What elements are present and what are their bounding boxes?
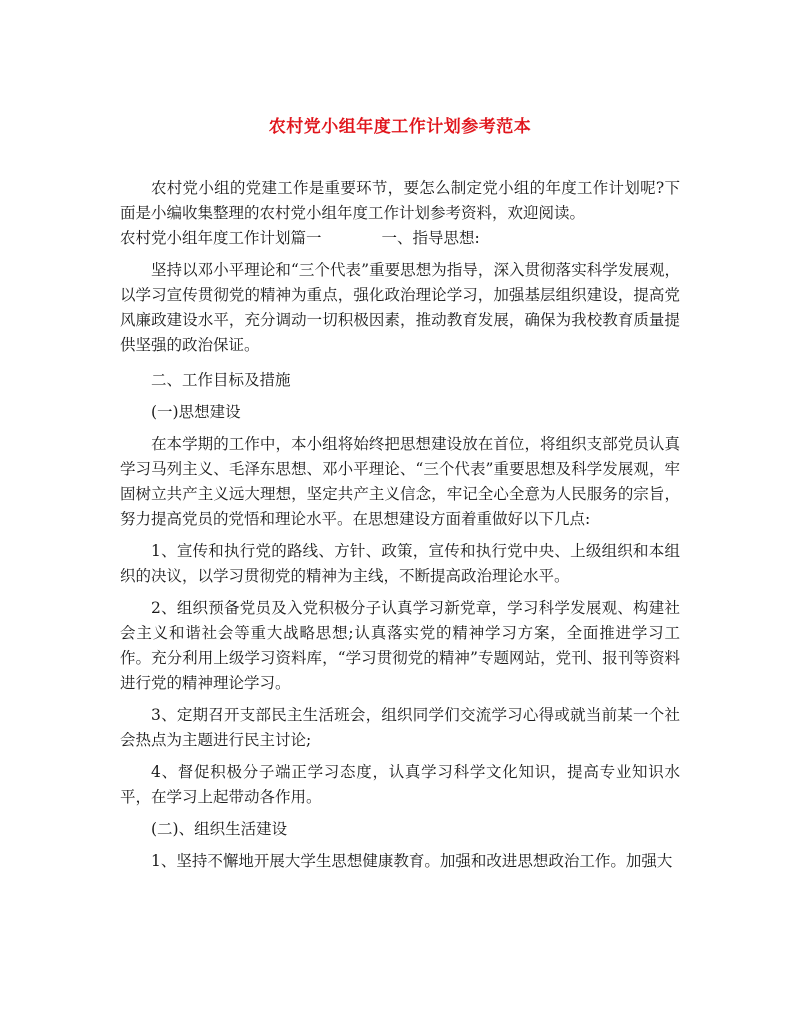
guiding-paragraph: 坚持以邓小平理论和“三个代表”重要思想为指导，深入贯彻落实科学发展观，以学习宣传贯彻党的精神为重点，强化政治理论学习，加强基层组织建设，提高党风廉政建设水平，充分调动一切积极因素，推动教育发展，确保为我校教育质量提供坚强的政治保证。 [120, 261, 680, 354]
plan-heading-line [120, 226, 680, 251]
intro-paragraph: 农村党小组的党建工作是重要环节，要怎么制定党小组的年度工作计划呢?下面是小编收集整理的农村党小组年度工作计划参考资料，欢迎阅读。 [120, 179, 680, 222]
section2-heading: 二、工作目标及措施 [151, 371, 291, 389]
list-item: 4、督促积极分子端正学习态度，认真学习科学文化知识，提高专业知识水平，在学习上起带动各作用。 [120, 763, 680, 806]
document-body [120, 176, 680, 874]
sub2-heading: (二)、组织生活建设 [151, 820, 288, 838]
document-title: 农村党小组年度工作计划参考范本 [268, 117, 532, 137]
sub1-paragraph: 在本学期的工作中，本小组将始终把思想建设放在首位，将组织支部党员认真学习马列主义、毛泽东思想、邓小平理论、“三个代表”重要思想及科学发展观，牢固树立共产主义远大理想，坚定共产主义信念，牢记全心全意为人民服务的宗旨，努力提高党员的党悟和理论水平。在思想建设方面着重做好以下几点: [120, 435, 680, 528]
plan-heading: 农村党小组年度工作计划篇一 [120, 229, 322, 247]
section1-heading: 一、指导思想: [381, 229, 480, 247]
sub2-item: 1、坚持不懈地开展大学生思想健康教育。加强和改进思想政治工作。加强大 [151, 852, 673, 870]
list-item: 2、组织预备党员及入党积极分子认真学习新党章，学习科学发展观、构建社会主义和谐社会等重大战略思想;认真落实党的精神学习方案，全面推进学习工作。充分利用上级学习资料库，“学习贯彻党的精神”专题网站，党刊、报刊等资料进行党的精神理论学习。 [120, 599, 680, 692]
list-item: 1、宣传和执行党的路线、方针、政策，宣传和执行党中央、上级组织和本组织的决议，以学习贯彻党的精神为主线，不断提高政治理论水平。 [120, 542, 680, 585]
list-item: 3、定期召开支部民主生活班会，组织同学们交流学习心得或就当前某一个社会热点为主题进行民主讨论; [120, 706, 680, 749]
sub1-heading: (一)思想建设 [151, 403, 241, 421]
